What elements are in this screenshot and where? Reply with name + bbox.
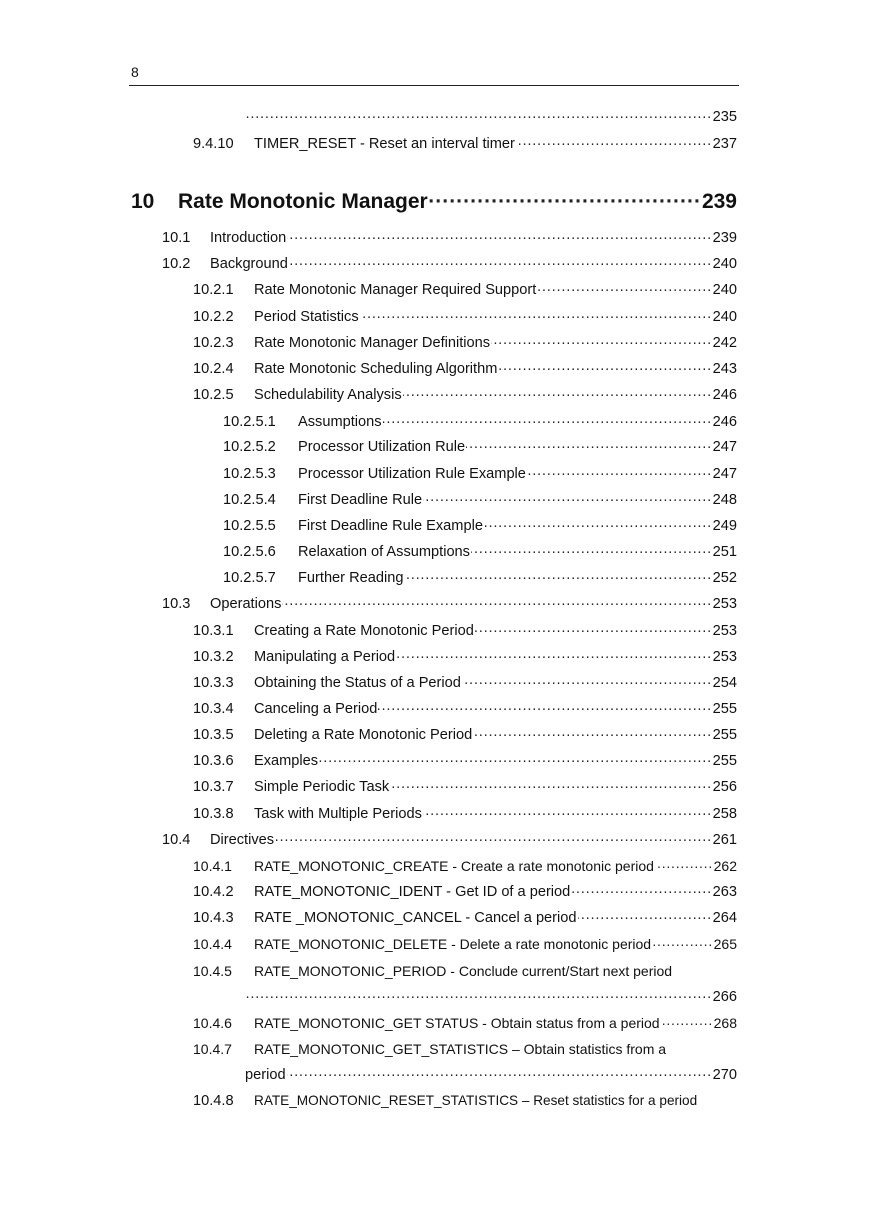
toc-page: 262 <box>713 858 737 874</box>
toc-number: 10.4.7 <box>193 1041 232 1057</box>
toc-title: Processor Utilization Rule Example <box>298 466 526 482</box>
toc-entry[interactable] <box>193 751 737 771</box>
toc-number: 10.4 <box>162 832 191 848</box>
dot-leader <box>571 882 711 902</box>
toc-title: First Deadline Rule Example <box>298 518 483 534</box>
dot-leader <box>473 725 711 745</box>
toc-entry[interactable] <box>162 830 737 850</box>
toc-number: 10.2.5.7 <box>223 570 276 586</box>
toc-title: Task with Multiple Periods <box>254 806 422 822</box>
toc-page: 240 <box>712 309 737 325</box>
toc-number: 10.2.2 <box>193 309 234 325</box>
toc-chapter-entry[interactable] <box>131 188 737 216</box>
toc-number: 10.4.5 <box>193 963 232 979</box>
toc-page: 240 <box>712 256 737 272</box>
toc-title: Simple Periodic Task <box>254 779 390 795</box>
toc-title: First Deadline Rule <box>298 492 423 508</box>
dot-leader <box>423 490 712 510</box>
toc-entry[interactable] <box>193 908 737 928</box>
toc-page: 243 <box>712 361 737 377</box>
toc-entry[interactable] <box>193 1091 737 1111</box>
dot-leader <box>578 908 712 928</box>
toc-number: 10.4.4 <box>193 936 232 952</box>
toc-page: 263 <box>712 884 737 900</box>
toc-entry[interactable] <box>193 1013 737 1033</box>
header-rule <box>129 85 739 86</box>
toc-number: 9.4.10 <box>193 136 234 152</box>
toc-page: 246 <box>712 414 737 430</box>
dot-leader <box>491 333 712 353</box>
dot-leader <box>287 1065 712 1085</box>
toc-number: 10.2.5.1 <box>223 414 276 430</box>
dot-leader <box>466 437 712 457</box>
dot-leader <box>527 464 712 484</box>
toc-title: RATE _MONOTONIC_CANCEL - Cancel a period <box>254 910 577 926</box>
dot-leader <box>404 568 711 588</box>
toc-number: 10.2 <box>162 256 191 272</box>
dot-leader <box>246 987 712 1007</box>
dot-leader <box>475 621 712 641</box>
toc-title: Rate Monotonic Manager Required Support <box>254 282 537 298</box>
toc-page: 255 <box>712 701 737 717</box>
toc-title: RATE_MONOTONIC_RESET_STATISTICS – Reset statistics for a period <box>254 1093 698 1108</box>
toc-page: 255 <box>712 727 737 743</box>
toc-number: 10.4.3 <box>193 910 234 926</box>
dot-leader <box>403 385 712 405</box>
toc-page: 261 <box>712 832 737 848</box>
toc-entry[interactable] <box>193 134 737 154</box>
toc-entry[interactable] <box>193 385 737 405</box>
toc-page: 240 <box>712 282 737 298</box>
toc-entry[interactable] <box>223 490 737 510</box>
toc-entry[interactable] <box>162 228 737 248</box>
toc-number: 10.2.3 <box>193 335 234 351</box>
toc-page: 266 <box>712 989 737 1005</box>
dot-leader <box>378 699 711 719</box>
toc-entry-continuation[interactable] <box>245 987 737 1007</box>
toc-title: RATE_MONOTONIC_CREATE - Create a rate monotonic period <box>254 858 654 874</box>
dot-leader <box>484 516 712 536</box>
toc-title: Manipulating a Period <box>254 649 396 665</box>
toc-number: 10.2.5.5 <box>223 518 276 534</box>
toc-title: Introduction <box>210 230 287 246</box>
dot-leader <box>537 280 711 300</box>
toc-entry[interactable] <box>193 777 737 797</box>
toc-title: Relaxation of Assumptions <box>298 544 470 560</box>
toc-number: 10.2.5.3 <box>223 466 276 482</box>
toc-number: 10.2.5 <box>193 387 234 403</box>
toc-number: 10.2.4 <box>193 361 234 377</box>
toc-entry[interactable] <box>193 621 737 641</box>
toc-title: Canceling a Period <box>254 701 378 717</box>
toc-entry[interactable] <box>193 804 737 824</box>
toc-entry[interactable] <box>193 307 737 327</box>
toc-entry[interactable] <box>193 934 737 954</box>
toc-entry[interactable] <box>193 882 737 902</box>
toc-page: 239 <box>701 190 737 213</box>
toc-title: Rate Monotonic Scheduling Algorithm <box>254 361 498 377</box>
dot-leader <box>360 307 712 327</box>
toc-title: Processor Utilization Rule <box>298 439 466 455</box>
toc-title: Background <box>210 256 288 272</box>
dot-leader <box>498 359 711 379</box>
toc-number: 10 <box>131 190 155 213</box>
toc-title: Rate Monotonic Manager <box>178 190 428 213</box>
toc-title: Examples <box>254 753 319 769</box>
dot-leader <box>462 673 712 693</box>
toc-number: 10.3.2 <box>193 649 234 665</box>
toc-entry[interactable] <box>193 725 737 745</box>
toc-page: 270 <box>712 1067 737 1083</box>
toc-page: 265 <box>713 936 737 952</box>
dot-leader <box>652 934 713 954</box>
toc-number: 10.4.2 <box>193 884 234 900</box>
toc-entry[interactable] <box>162 594 737 614</box>
toc-page: 247 <box>712 466 737 482</box>
dot-leader <box>287 228 711 248</box>
toc-title: RATE_MONOTONIC_GET STATUS - Obtain status from a period <box>254 1015 660 1031</box>
toc-title: Obtaining the Status of a Period <box>254 675 461 691</box>
toc-title: Assumptions <box>298 414 382 430</box>
dot-leader <box>289 254 712 274</box>
toc-title: TIMER_RESET - Reset an interval timer <box>254 136 515 152</box>
toc-page: 249 <box>712 518 737 534</box>
toc-number: 10.3.4 <box>193 701 234 717</box>
toc-entry[interactable] <box>193 359 737 379</box>
toc-entry[interactable] <box>193 1039 737 1059</box>
toc-title: RATE_MONOTONIC_IDENT - Get ID of a period <box>254 884 571 900</box>
toc-title: Rate Monotonic Manager Definitions <box>254 335 491 351</box>
dot-leader <box>471 542 712 562</box>
toc-page: 253 <box>712 596 737 612</box>
toc-page: 253 <box>712 623 737 639</box>
toc-title: Schedulability Analysis <box>254 387 402 403</box>
toc-number: 10.4.6 <box>193 1015 232 1031</box>
dot-leader <box>423 804 712 824</box>
toc-title: RATE_MONOTONIC_PERIOD - Conclude current/Start next period <box>254 963 673 979</box>
toc-page: 251 <box>712 544 737 560</box>
toc-title: Directives <box>210 832 275 848</box>
toc-title: RATE_MONOTONIC_DELETE - Delete a rate monotonic period <box>254 936 652 952</box>
toc-page: 256 <box>712 779 737 795</box>
toc-entry[interactable] <box>223 568 737 588</box>
toc-page: 246 <box>712 387 737 403</box>
dot-leader <box>429 188 701 216</box>
toc-title: Deleting a Rate Monotonic Period <box>254 727 473 743</box>
toc-title: Further Reading <box>298 570 404 586</box>
toc-entry[interactable] <box>223 412 737 432</box>
toc-entry[interactable] <box>223 464 737 484</box>
dot-leader <box>282 594 711 614</box>
toc-number: 10.3.5 <box>193 727 234 743</box>
toc-number: 10.2.5.4 <box>223 492 276 508</box>
toc-page: 264 <box>712 910 737 926</box>
toc-page: 253 <box>712 649 737 665</box>
toc-entry[interactable] <box>223 542 737 562</box>
dot-leader <box>390 777 711 797</box>
toc-title: Period Statistics <box>254 309 359 325</box>
dot-leader <box>246 107 712 127</box>
toc-title: Operations <box>210 596 282 612</box>
toc-entry[interactable] <box>193 856 737 876</box>
toc-page: 255 <box>712 753 737 769</box>
toc-entry[interactable] <box>193 647 737 667</box>
toc-number: 10.3.3 <box>193 675 234 691</box>
toc-entry[interactable] <box>193 280 737 300</box>
toc-entry[interactable] <box>193 699 737 719</box>
toc-page: 258 <box>712 806 737 822</box>
toc-page: 268 <box>713 1015 737 1031</box>
toc-page: 247 <box>712 439 737 455</box>
toc-entry[interactable] <box>223 437 737 457</box>
toc-entry[interactable] <box>162 254 737 274</box>
toc-entry[interactable] <box>245 107 737 127</box>
toc-page: 242 <box>712 335 737 351</box>
toc-title: Creating a Rate Monotonic Period <box>254 623 474 639</box>
toc-title: RATE_MONOTONIC_GET_STATISTICS – Obtain statistics from a <box>254 1041 667 1057</box>
toc-page: 254 <box>712 675 737 691</box>
toc-number: 10.2.5.6 <box>223 544 276 560</box>
toc-entry[interactable] <box>193 333 737 353</box>
dot-leader <box>661 1013 713 1033</box>
toc-number: 10.3.8 <box>193 806 234 822</box>
toc-number: 10.1 <box>162 230 191 246</box>
toc-entry[interactable] <box>223 516 737 536</box>
toc-page: 237 <box>712 136 737 152</box>
dot-leader <box>275 830 712 850</box>
toc-number: 10.3.7 <box>193 779 234 795</box>
dot-leader <box>655 856 713 876</box>
toc-number: 10.3.6 <box>193 753 234 769</box>
dot-leader <box>383 412 712 432</box>
toc-number: 10.4.8 <box>193 1093 234 1109</box>
dot-leader <box>516 134 712 154</box>
toc-entry[interactable] <box>193 961 737 981</box>
dot-leader <box>319 751 712 771</box>
toc-number: 10.3.1 <box>193 623 234 639</box>
dot-leader <box>396 647 711 667</box>
toc-number: 10.2.1 <box>193 282 234 298</box>
toc-page: 235 <box>712 109 737 125</box>
toc-page: 239 <box>712 230 737 246</box>
toc-number: 10.2.5.2 <box>223 439 276 455</box>
toc-page: 252 <box>712 570 737 586</box>
toc-entry[interactable] <box>193 673 737 693</box>
toc-title: period <box>245 1067 286 1083</box>
toc-entry-continuation[interactable] <box>245 1065 737 1085</box>
toc-page: 248 <box>712 492 737 508</box>
page-number: 8 <box>131 64 139 80</box>
toc-number: 10.3 <box>162 596 191 612</box>
toc-number: 10.4.1 <box>193 858 232 874</box>
